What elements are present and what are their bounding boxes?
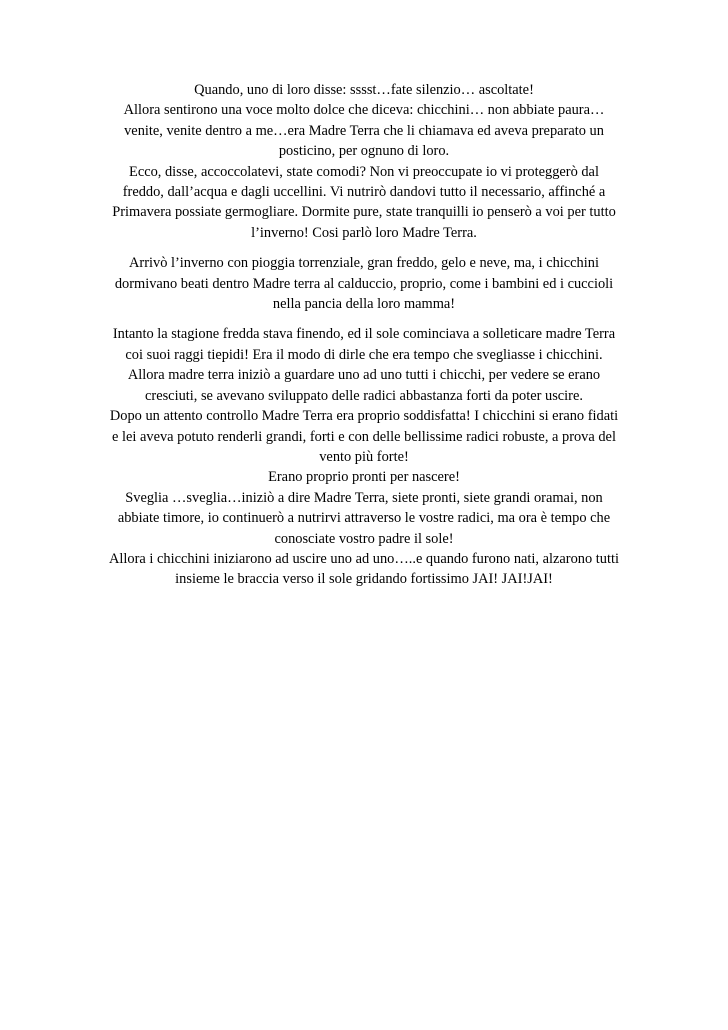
paragraph-2: [60, 253, 668, 314]
text-line: Arrivò l’inverno con pioggia torrenziale, gran freddo, gelo e neve, ma, i chicchini: [129, 255, 599, 272]
text-line: Allora madre terra iniziò a guardare uno ad uno tutti i chicchi, per vedere se erano: [127, 367, 601, 384]
text-line: freddo, dall’acqua e dagli uccellini. Vi nutrirò dandovi tutto il necessario, affinché a: [122, 184, 606, 201]
text-line: Erano proprio pronti per nascere!: [268, 469, 460, 486]
text-line: Intanto la stagione fredda stava finendo, ed il sole cominciava a solleticare madre Terra: [112, 326, 616, 343]
text-line: Dopo un attento controllo Madre Terra era proprio soddisfatta! I chicchini si erano fidati: [109, 408, 619, 425]
text-line: Allora i chicchini iniziarono ad uscire uno ad uno…..e quando furono nati, alzarono tutti: [109, 550, 619, 567]
text-line: Sveglia …sveglia…iniziò a dire Madre Terra, siete pronti, siete grandi oramai, non: [125, 489, 603, 506]
text-line: Primavera possiate germogliare. Dormite pure, state tranquilli io penserò a voi per tutto: [112, 204, 616, 221]
text-line: Quando, uno di loro disse: sssst…fate silenzio… ascoltate!: [194, 82, 534, 98]
text-line: cresciuti, se avevano sviluppato delle radici abbastanza forti da poter uscire.: [145, 387, 583, 404]
text-line: abbiate timore, io continuerò a nutrirvi attraverso le vostre radici, ma ora è tempo che: [117, 510, 611, 527]
paragraph-3: [60, 324, 668, 589]
text-line: coi suoi raggi tiepidi! Era il modo di dirle che era tempo che svegliasse i chicchini.: [125, 346, 603, 363]
text-line: nella pancia della loro mamma!: [272, 296, 456, 313]
text-line: l’inverno! Cosi parlò loro Madre Terra.: [251, 224, 477, 241]
text-line: Ecco, disse, accoccolatevi, state comodi? Non vi preoccupate io vi proteggerò dal: [129, 163, 599, 180]
text-line: insieme le braccia verso il sole gridando fortissimo JAI! JAI!JAI!: [175, 571, 553, 588]
text-line: conosciate vostro padre il sole!: [274, 530, 454, 547]
text-line: dormivano beati dentro Madre terra al calduccio, proprio, come i bambini ed i cuccioli: [114, 275, 614, 292]
text-line: posticino, per ognuno di loro.: [278, 143, 450, 160]
text-line: vento più forte!: [319, 448, 409, 465]
text-line: Allora sentirono una voce molto dolce che diceva: chicchini… non abbiate paura…: [123, 102, 605, 119]
paragraph-1: [60, 80, 668, 243]
text-line: venite, venite dentro a me…era Madre Terra che li chiamava ed aveva preparato un: [124, 122, 604, 139]
text-line: e lei aveva potuto renderli grandi, forti e con delle bellissime radici robuste, a prova del: [112, 428, 616, 445]
document-page: [60, 80, 668, 590]
